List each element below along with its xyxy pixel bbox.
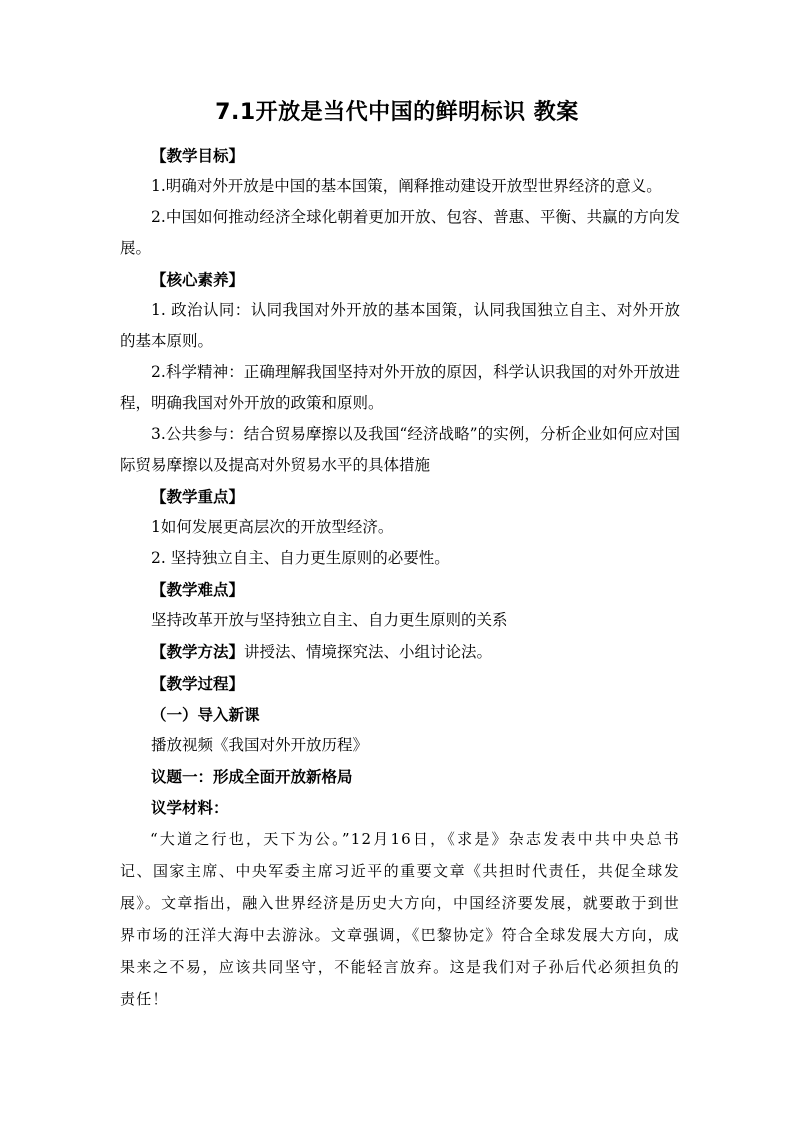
methods-line [120,636,680,668]
material-paragraph: “大道之行也，天下为公。”12月16日，《求是》杂志发表中共中央总书记、国家主席、中央军委主席习近平的重要文章《共担时代责任，共促全球发展》。文章指出，融入世界经济是历史大方向，中国经济要发展，就要敢于到世界市场的汪洋大海中去游泳。文章强调，《巴黎协定》符合全球发展大方向，成果来之不易，应该共同坚守，不能轻言放弃。这是我们对子孙后代必须担负的责任！ [120,830,680,1008]
process-heading: 【教学过程】 [151,674,245,693]
literacy-heading: 【核心素养】 [151,270,245,289]
topic-heading: 议题一：形成全面开放新格局 [151,767,353,786]
literacy-item: 1. 政治认同：认同我国对外开放的基本国策，认同我国独立自主、对外开放的基本原则。 [120,301,680,350]
section-intro-heading: （一）导入新课 [151,705,260,724]
difficulties-heading: 【教学难点】 [151,580,245,599]
methods-heading: 【教学方法】 [151,642,245,661]
video-line: 播放视频《我国对外开放历程》 [151,736,369,754]
objectives-heading: 【教学目标】 [151,146,245,165]
objective-item: 1.明确对外开放是中国的基本国策，阐释推动建设开放型世界经济的意义。 [151,177,662,195]
methods-text: 讲授法、情境探究法、小组讨论法。 [244,643,493,661]
document-title: 7.1开放是当代中国的鲜明标识 教案 [215,100,579,125]
material-label: 议学材料： [151,798,229,817]
key-point-item: 2. 坚持独立自主、自力更生原则的必要性。 [151,549,450,567]
difficulties-text: 坚持改革开放与坚持独立自主、自力更生原则的关系 [151,611,508,629]
literacy-item: 3.公共参与：结合贸易摩擦以及我国“经济战略”的实例，分析企业如何应对国际贸易摩擦以及提高对外贸易水平的具体措施 [120,425,680,474]
literacy-item: 2.科学精神：正确理解我国坚持对外开放的原因，科学认识我国的对外开放进程，明确我国对外开放的政策和原则。 [120,363,680,412]
objective-item: 2.中国如何推动经济全球化朝着更加开放、包容、普惠、平衡、共赢的方向发展。 [120,208,680,257]
document-body [120,140,680,1015]
key-points-heading: 【教学重点】 [151,487,245,506]
key-point-item: 1如何发展更高层次的开放型经济。 [151,518,394,536]
